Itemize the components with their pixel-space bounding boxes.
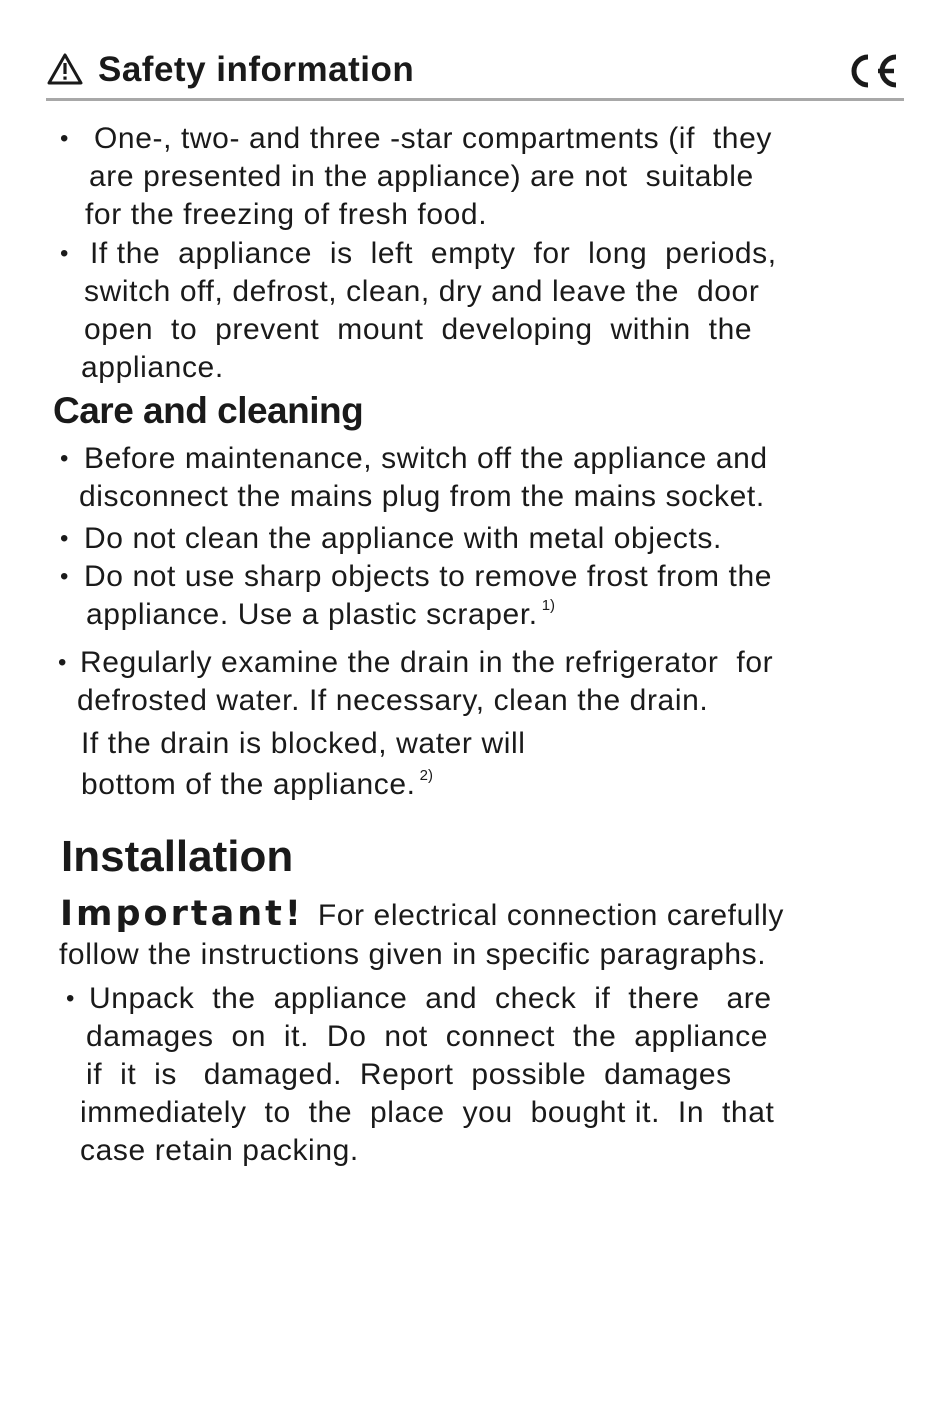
bullet: •	[60, 525, 69, 552]
safety-item-2-line-4: appliance.	[81, 351, 224, 384]
bullet: •	[60, 240, 69, 267]
care-item-1-line-1: Before maintenance, switch off the appliance and	[84, 442, 768, 475]
safety-item-2-line-1: If the appliance is left empty for long periods,	[90, 237, 777, 270]
safety-item-1-line-2: are presented in the appliance) are not suitable	[89, 160, 754, 193]
header-divider	[46, 98, 904, 101]
bullet: •	[58, 649, 67, 676]
safety-item-2-line-2: switch off, defrost, clean, dry and leave the door	[84, 275, 760, 308]
page-header	[46, 48, 904, 98]
care-item-3-line-2: appliance. Use a plastic scraper. $^{1)}$	[86, 597, 556, 631]
safety-item-1-line-1: One-, two- and three -star compartments (if they	[94, 122, 772, 155]
installation-item-1-line-5: case retain packing.	[80, 1134, 359, 1167]
installation-item-1-line-1: Unpack the appliance and check if there are	[89, 982, 772, 1015]
installation-heading: Installation	[61, 832, 294, 881]
installation-item-1-line-2: damages on it. Do not connect the appliance	[86, 1020, 769, 1053]
footnote-marker: 1)	[541, 597, 556, 614]
care-heading: Care and cleaning	[53, 390, 364, 431]
bullet: •	[60, 125, 69, 152]
care-item-4-line-4: bottom of the appliance. $^{2)}$	[81, 767, 433, 801]
care-item-2-line-1: Do not clean the appliance with metal objects.	[84, 522, 722, 555]
care-item-3-line-1: Do not use sharp objects to remove frost from the	[84, 560, 773, 593]
installation-item-1-line-4: immediately to the place you bought it. In that	[80, 1096, 775, 1129]
important-label: Important!	[60, 894, 304, 934]
care-item-1-line-2: disconnect the mains plug from the mains socket.	[79, 480, 765, 513]
bullet: •	[66, 985, 75, 1012]
safety-item-2-line-3: open to prevent mount developing within the	[84, 313, 753, 346]
care-item-4-line-1: Regularly examine the drain in the refrigerator for	[80, 646, 774, 679]
installation-intro-line-2: follow the instructions given in specific paragraphs.	[59, 938, 767, 971]
installation-intro-line-1: Important! For electrical connection carefully	[60, 894, 785, 934]
ce-mark-icon	[844, 52, 900, 90]
safety-item-1-line-3: for the freezing of fresh food.	[85, 198, 488, 231]
warning-triangle-icon	[46, 52, 84, 86]
care-item-4-line-3: If the drain is blocked, water will	[81, 727, 526, 760]
page-title: Safety information	[98, 50, 415, 89]
installation-item-1-line-3: if it is damaged. Report possible damages	[86, 1058, 732, 1091]
bullet: •	[60, 445, 69, 472]
bullet: •	[60, 563, 69, 590]
care-item-4-line-2: defrosted water. If necessary, clean the drain.	[77, 684, 709, 717]
footnote-marker: 2)	[419, 767, 433, 784]
